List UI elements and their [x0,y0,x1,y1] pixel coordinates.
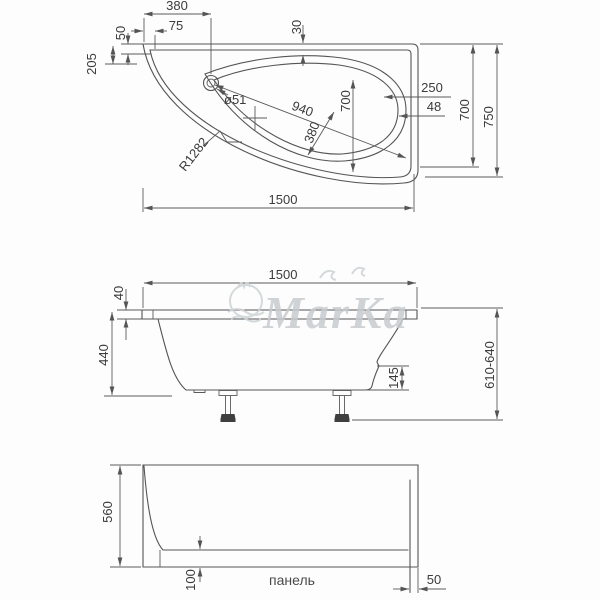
top-view [84,0,503,212]
dim-label-380-top: 380 [166,0,188,13]
watermark-wave-lines [228,283,264,322]
dim-label-drain-diameter: ø51 [224,92,247,107]
foot-cap [335,414,350,422]
dim-label-40: 40 [111,285,126,301]
dim-label-1500-side: 1500 [268,267,298,282]
dim-label-50-bottom: 50 [426,572,442,587]
watermark [228,268,408,338]
dim-label-560: 560 [100,501,115,523]
dim-label-30: 30 [289,19,304,35]
panel-text-label: панель [269,572,315,588]
watermark-brand-text: MarKa [263,287,409,338]
foot-right [333,391,351,423]
watermark-steam-swirls [320,268,365,280]
tub-body-left-slant [158,319,186,390]
dim-label-75: 75 [168,18,184,33]
dim-label-145: 145 [386,367,401,389]
dim-label-440: 440 [96,344,111,366]
dim-label-48: 48 [426,99,442,114]
dim-label-940: 940 [289,97,316,120]
panel-outer-rectangle [143,465,418,567]
foot-bracket [333,391,351,396]
foot-cap [221,414,236,422]
dim-label-205: 205 [84,53,99,75]
dim-label-50: 50 [113,25,128,41]
dim-label-1500-top-view: 1500 [268,192,298,207]
dim-label-610-640: 610-640 [482,341,497,389]
dim-label-750: 750 [481,106,496,128]
dim-label-700-inner: 700 [338,90,353,112]
dim-label-380-diagonal: 380 [300,119,323,146]
dim-label-100: 100 [183,569,198,591]
dim-label-radius: R1282 [175,134,212,174]
panel-left-curve [144,466,408,550]
front-view [100,465,446,593]
foot-bracket [219,391,237,396]
dim-label-250: 250 [421,80,443,95]
foot-left [219,391,237,423]
dim-label-700-right: 700 [457,99,472,121]
